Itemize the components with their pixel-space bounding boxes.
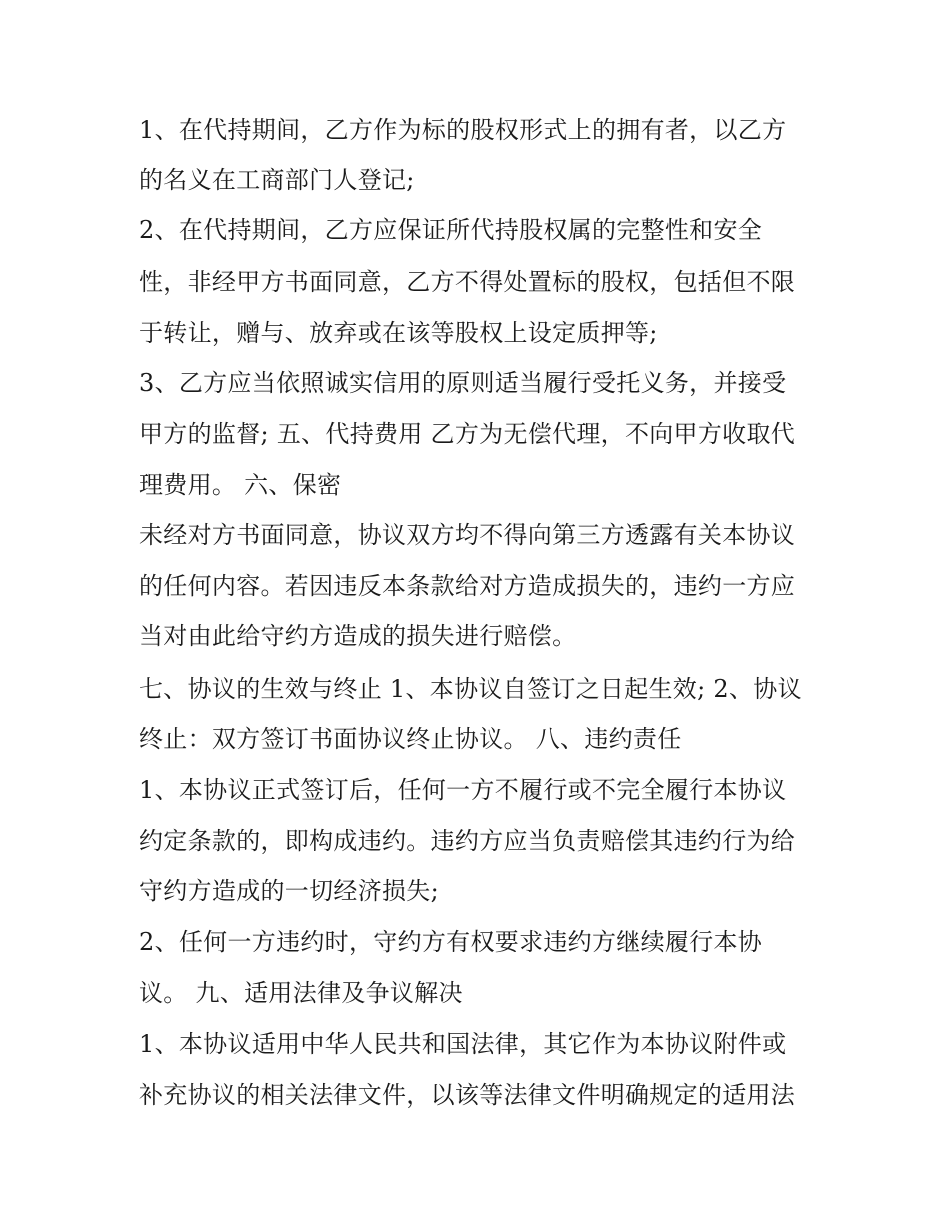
text-line: 的名义在工商部门人登记; [139,166,415,194]
text-line: 的任何内容。若因违反本条款给对方造成损失的，违约一方应 [139,572,796,600]
text-line: 理费用。 六、保密 [139,471,342,499]
text-line: 3、乙方应当依照诚实信用的原则适当履行受托义务，并接受 [139,369,787,397]
text-line: 于转让，赠与、放弃或在该等股权上设定质押等; [139,319,658,347]
text-line: 约定条款的，即构成违约。违约方应当负责赔偿其违约行为给 [139,827,796,855]
text-line: 1、在代持期间，乙方作为标的股权形式上的拥有者，以乙方 [139,116,787,144]
text-line: 未经对方书面同意，协议双方均不得向第三方透露有关本协议 [139,521,796,549]
text-line: 1、本协议适用中华人民共和国法律，其它作为本协议附件或 [139,1030,787,1058]
text-line: 甲方的监督; 五、代持费用 乙方为无偿代理，不向甲方收取代 [139,420,796,448]
text-line: 终止：双方签订书面协议终止协议。 八、违约责任 [139,725,682,753]
text-line: 守约方造成的一切经济损失; [139,877,439,905]
text-line: 议。 九、适用法律及争议解决 [139,979,463,1007]
text-line: 1、本协议正式签订后，任何一方不履行或不完全履行本协议 [139,776,787,804]
text-line: 2、任何一方违约时，守约方有权要求违约方继续履行本协 [139,928,763,956]
text-line: 七、协议的生效与终止 1、本协议自签订之日起生效; 2、协议 [139,675,802,703]
text-line: 性，非经甲方书面同意，乙方不得处置标的股权，包括但不限 [139,268,796,296]
text-line: 当对由此给守约方造成的损失进行赔偿。 [139,622,577,650]
text-line: 2、在代持期间，乙方应保证所代持股权属的完整性和安全 [139,216,763,244]
text-line: 补充协议的相关法律文件，以该等法律文件明确规定的适用法 [139,1081,796,1109]
